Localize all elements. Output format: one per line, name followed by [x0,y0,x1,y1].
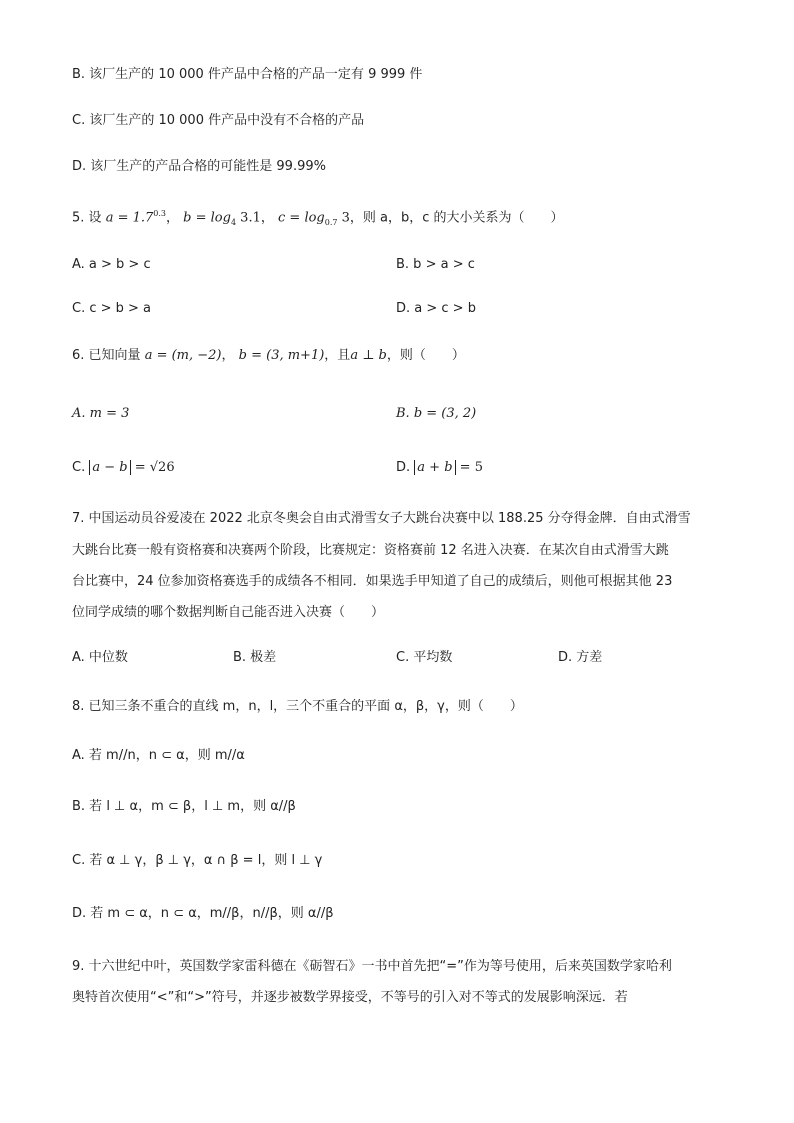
q7-option-b: B. 极差 [233,650,277,665]
q5-stem: 5. 设 $a = 1.7^{0.3}$， $b = \log_4 3.1$， $c = \log_{0.7} 3$，则 a，b，c 的大小关系为（ ） [72,209,564,227]
q6-tail: ，则（ ） [386,348,465,363]
q6-option-d-label: D. [396,460,411,475]
q7-line-3: 台比赛中，24 位参加资格赛选手的成绩各不相同．如果选手甲知道了自己的成绩后，则他可根据其他 23 [72,574,673,589]
q5-a-expr: a = 1.7 [105,210,154,226]
q6-option-d-rhs: = 5 [459,460,483,475]
q5-tail: ，则 a，b，c 的大小关系为（ ） [349,210,564,226]
q6-vector-b: b = (3, m+1) [238,348,325,363]
q7-line-4: 位同学成绩的哪个数据判断自己能否进入决赛（ ） [72,605,385,620]
q7-option-c: C. 平均数 [396,650,453,665]
q5-a-exponent: 0.3 [153,209,167,218]
q4-option-d: D. 该厂生产的产品合格的可能性是 99.99% [72,159,326,174]
q6-option-d [396,458,483,478]
q7-line-2: 大跳台比赛一般有资格赛和决赛两个阶段，比赛规定：资格赛前 12 名进入决赛．在某次自由式滑雪大跳 [72,543,669,558]
q6-vector-a: a = (m, −2) [144,348,222,363]
q5-number: 5. 设 [72,210,102,226]
q4-option-b: B. 该厂生产的 10 000 件产品中合格的产品一定有 9 999 件 [72,67,423,82]
q5-b-expr: b = log [183,210,231,226]
q6-mid: ，且 [324,348,351,363]
q6-option-b [396,404,476,424]
q6-option-c-abs: a − b [89,460,130,475]
q5-option-c: C. c > b > a [72,301,152,316]
q5-c-base: 0.7 [324,217,338,227]
q7-option-a: A. 中位数 [72,650,128,665]
q6-option-a [72,404,129,424]
q5-option-b: B. b > a > c [396,257,475,272]
q6-option-d-abs: a + b [414,460,455,475]
q8-option-d: D. 若 m ⊂ α，n ⊂ α，m//β，n//β，则 α//β [72,906,334,921]
q5-c-arg: 3 [337,210,350,226]
q5-option-d: D. a > c > b [396,301,476,316]
q5-option-a: A. a > b > c [72,257,151,272]
q6-option-c [72,458,175,478]
q8-option-a: A. 若 m//n，n ⊂ α，则 m//α [72,748,245,763]
q5-c-expr: c = log [278,210,325,226]
q8-option-c: C. 若 α ⊥ γ，β ⊥ γ，α ∩ β = l，则 l ⊥ γ [72,853,323,868]
q6-stem: 6. 已知向量 a = (m, −2)， b = (3, m+1)，且a ⊥ b，则（ ） [72,348,465,363]
q7-option-d: D. 方差 [558,650,603,665]
q8-stem: 8. 已知三条不重合的直线 m，n，l，三个不重合的平面 α，β，γ，则（ ） [72,699,523,714]
q5-b-arg: 3.1 [236,210,261,226]
q6-perp-condition: a ⊥ b [350,348,387,363]
q6-option-a-text: A. m = 3 [72,406,130,421]
q6-option-c-label: C. [72,460,86,475]
q5-b-base: 4 [230,217,237,227]
q6-option-b-text: B. b = (3, 2) [396,406,477,421]
q9-line-1: 9. 十六世纪中叶，英国数学家雷科德在《砺智石》一书中首先把“=”作为等号使用，后来英国数学家哈利 [72,959,672,974]
q4-option-c: C. 该厂生产的 10 000 件产品中没有不合格的产品 [72,113,365,128]
q6-option-c-rhs: = √26 [134,460,175,475]
q9-line-2: 奥特首次使用“<”和“>”符号，并逐步被数学界接受，不等号的引入对不等式的发展影响深远．若 [72,990,628,1005]
q6-lead: 6. 已知向量 [72,348,141,363]
q8-option-b: B. 若 l ⊥ α，m ⊂ β，l ⊥ m，则 α//β [72,799,296,814]
q7-line-1: 7. 中国运动员谷爱凌在 2022 北京冬奥会自由式滑雪女子大跳台决赛中以 188.25 分夺得金牌．自由式滑雪 [72,511,691,526]
